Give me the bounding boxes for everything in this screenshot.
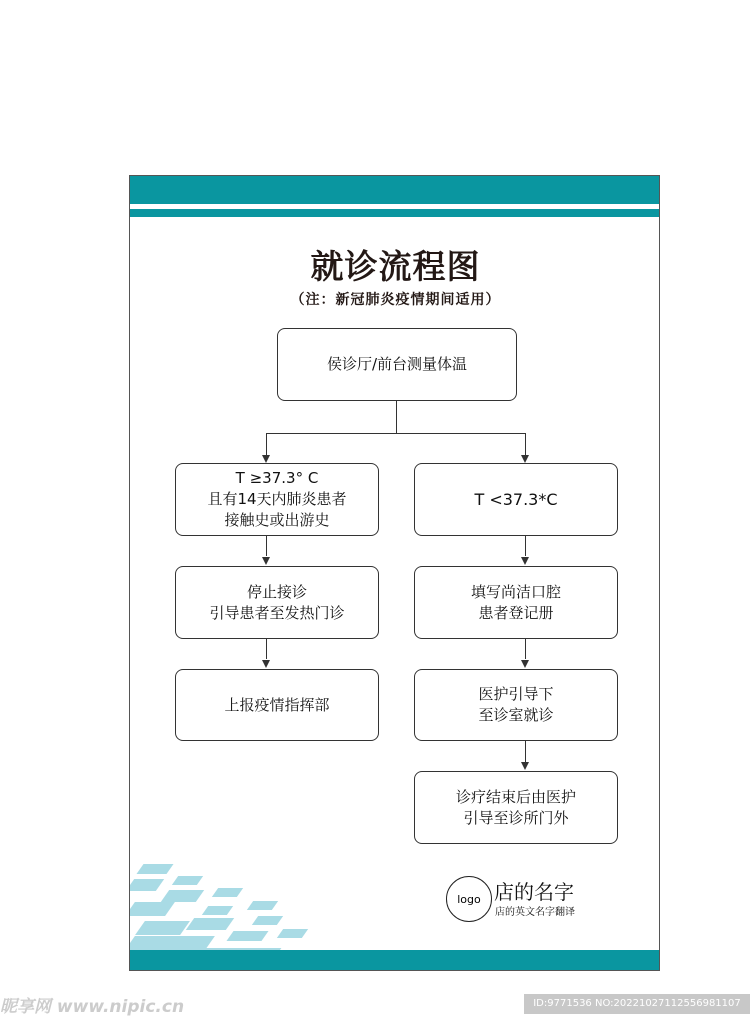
flow-step-start: 侯诊厅/前台测量体温 <box>277 328 517 401</box>
watermark-site: 昵享网 www.nipic.cn <box>0 997 185 1017</box>
page-title: 就诊流程图 <box>310 247 481 286</box>
connector <box>266 433 267 455</box>
top-band <box>130 176 659 204</box>
flow-step-right-4: 诊疗结束后由医护 引导至诊所门外 <box>414 771 618 844</box>
flow-step-left-1: T ≥37.3° C 且有14天内肺炎患者 接触史或出游史 <box>175 463 379 536</box>
watermark-id: ID:9771536 NO:20221027112556981107 <box>524 994 750 1014</box>
subtitle: （注：新冠肺炎疫情期间适用） <box>290 292 501 308</box>
flow-step-right-3: 医护引导下 至诊室就诊 <box>414 669 618 741</box>
arrow-icon <box>262 455 270 463</box>
arrow-icon <box>262 557 270 565</box>
flow-step-right-1: T <37.3*C <box>414 463 618 536</box>
top-stripe <box>130 209 659 217</box>
connector <box>266 536 267 556</box>
connector <box>396 401 397 434</box>
logo: logo <box>446 876 492 922</box>
connector <box>266 433 526 434</box>
shop-name: 店的名字 <box>494 880 574 904</box>
arrow-icon <box>521 557 529 565</box>
connector <box>525 639 526 659</box>
flow-step-left-3: 上报疫情指挥部 <box>175 669 379 741</box>
poster-panel <box>129 175 660 971</box>
arrow-icon <box>521 660 529 668</box>
connector <box>525 741 526 762</box>
bottom-band <box>130 950 659 971</box>
arrow-icon <box>262 660 270 668</box>
connector <box>525 536 526 556</box>
shop-english-name: 店的英文名字翻译 <box>495 907 575 918</box>
arrow-icon <box>521 455 529 463</box>
connector <box>266 639 267 659</box>
flow-step-left-2: 停止接诊 引导患者至发热门诊 <box>175 566 379 639</box>
connector <box>525 433 526 455</box>
arrow-icon <box>521 762 529 770</box>
flow-step-right-2: 填写尚洁口腔 患者登记册 <box>414 566 618 639</box>
